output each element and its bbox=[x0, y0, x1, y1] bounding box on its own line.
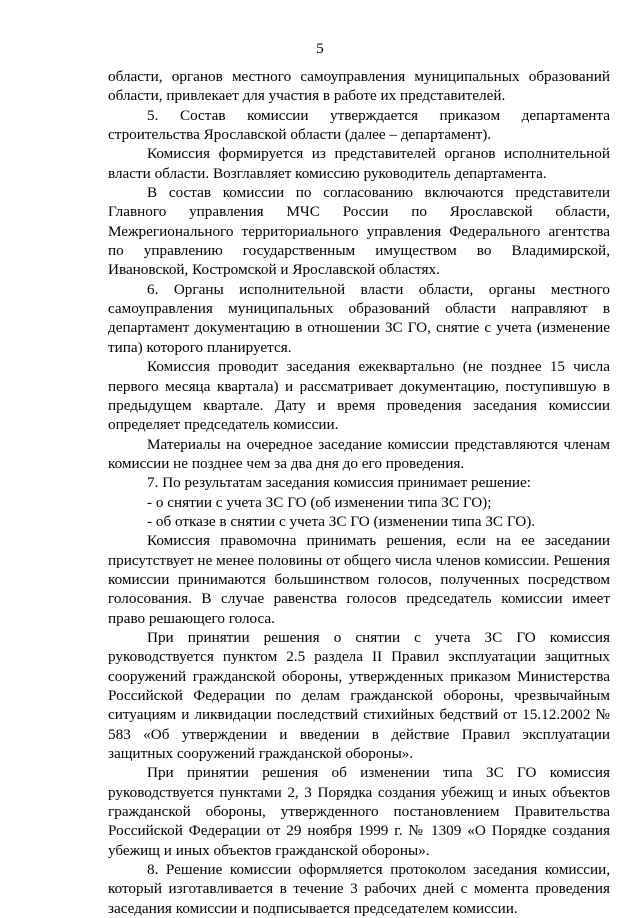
paragraph-item-5-composition: 5. Состав комиссии утверждается приказом департамента строительства Ярославской области (далее – департамент). bbox=[108, 106, 610, 144]
list-item-removal: - о снятии с учета ЗС ГО (об изменении типа ЗС ГО); bbox=[147, 493, 492, 511]
paragraph-removal-rules: При принятии решения о снятии с учета ЗС ГО комиссия руководствуется пунктом 2.5 раздела II Правил эксплуатации защитных сооружений гражданской обороны, утвержденных приказом Министерства Российской Федерации по делам гражданской обороны, чрезвычайным ситуациям и ликвидации последствий стихийных бедствий от 15.12.2002 № 583 «Об утверждении и введении в действие Правил эксплуатации защитных сооружений гражданской обороны». bbox=[108, 628, 610, 763]
paragraph-quorum: Комиссия правомочна принимать решения, если на ее заседании присутствует не менее половины от общего числа членов комиссии. Решения комиссии принимаются большинством голосов, полученных посредством голосования. В случае равенства голосов председатель комиссии имеет право решающего голоса. bbox=[108, 532, 610, 627]
paragraph-type-change-rules: При принятии решения об изменении типа ЗС ГО комиссия руководствуется пунктами 2, 3 Порядка создания убежищ и иных объектов гражданской обороны, утвержденного постановлением Правительства Российской Федерации от 29 ноября 1999 г. № 1309 «О Порядке создания убежищ и иных объектов гражданской обороны». bbox=[108, 764, 610, 859]
paragraph-item-8-protocol: 8. Решение комиссии оформляется протоколом заседания комиссии, который изготавливается в течение 3 рабочих дней с момента проведения заседания комиссии и подписывается председателем комиссии. bbox=[108, 861, 610, 917]
list-item-refusal: - об отказе в снятии с учета ЗС ГО (изменении типа ЗС ГО). bbox=[147, 512, 536, 530]
page-number: 5 bbox=[316, 41, 324, 57]
paragraph-meeting-materials: Материалы на очередное заседание комиссии представляются членам комиссии не позднее чем за два дня до его проведения. bbox=[108, 435, 610, 472]
paragraph-continuation: области, органов местного самоуправления муниципальных образований области, привлекает для участия в работе их представителей. bbox=[108, 68, 610, 105]
paragraph-commission-formation: Комиссия формируется из представителей органов исполнительной власти области. Возглавляет комиссию руководитель департамента. bbox=[108, 145, 610, 182]
paragraph-item-7-decision: 7. По результатам заседания комиссия принимает решение: bbox=[147, 474, 532, 492]
paragraph-commission-members: В состав комиссии по согласованию включаются представители Главного управления МЧС России по Ярославской области, Межрегионального территориального управления Федерального агентства по управлению государственным имуществом во Владимирской, Ивановской, Костромской и Ярославской областях. bbox=[108, 184, 610, 279]
paragraph-meeting-schedule: Комиссия проводит заседания ежеквартально (не позднее 15 числа первого месяца квартала) и рассматривает документацию, поступившую в предыдущем квартале. Дату и время проведения заседания комиссии определяет председатель комиссии. bbox=[108, 358, 610, 434]
document-body bbox=[108, 67, 610, 918]
paragraph-item-6-documentation: 6. Органы исполнительной власти области, органы местного самоуправления муниципальных образований области направляют в департамент документацию в отношении ЗС ГО, снятие с учета (изменение типа) которого планируется. bbox=[108, 280, 610, 356]
